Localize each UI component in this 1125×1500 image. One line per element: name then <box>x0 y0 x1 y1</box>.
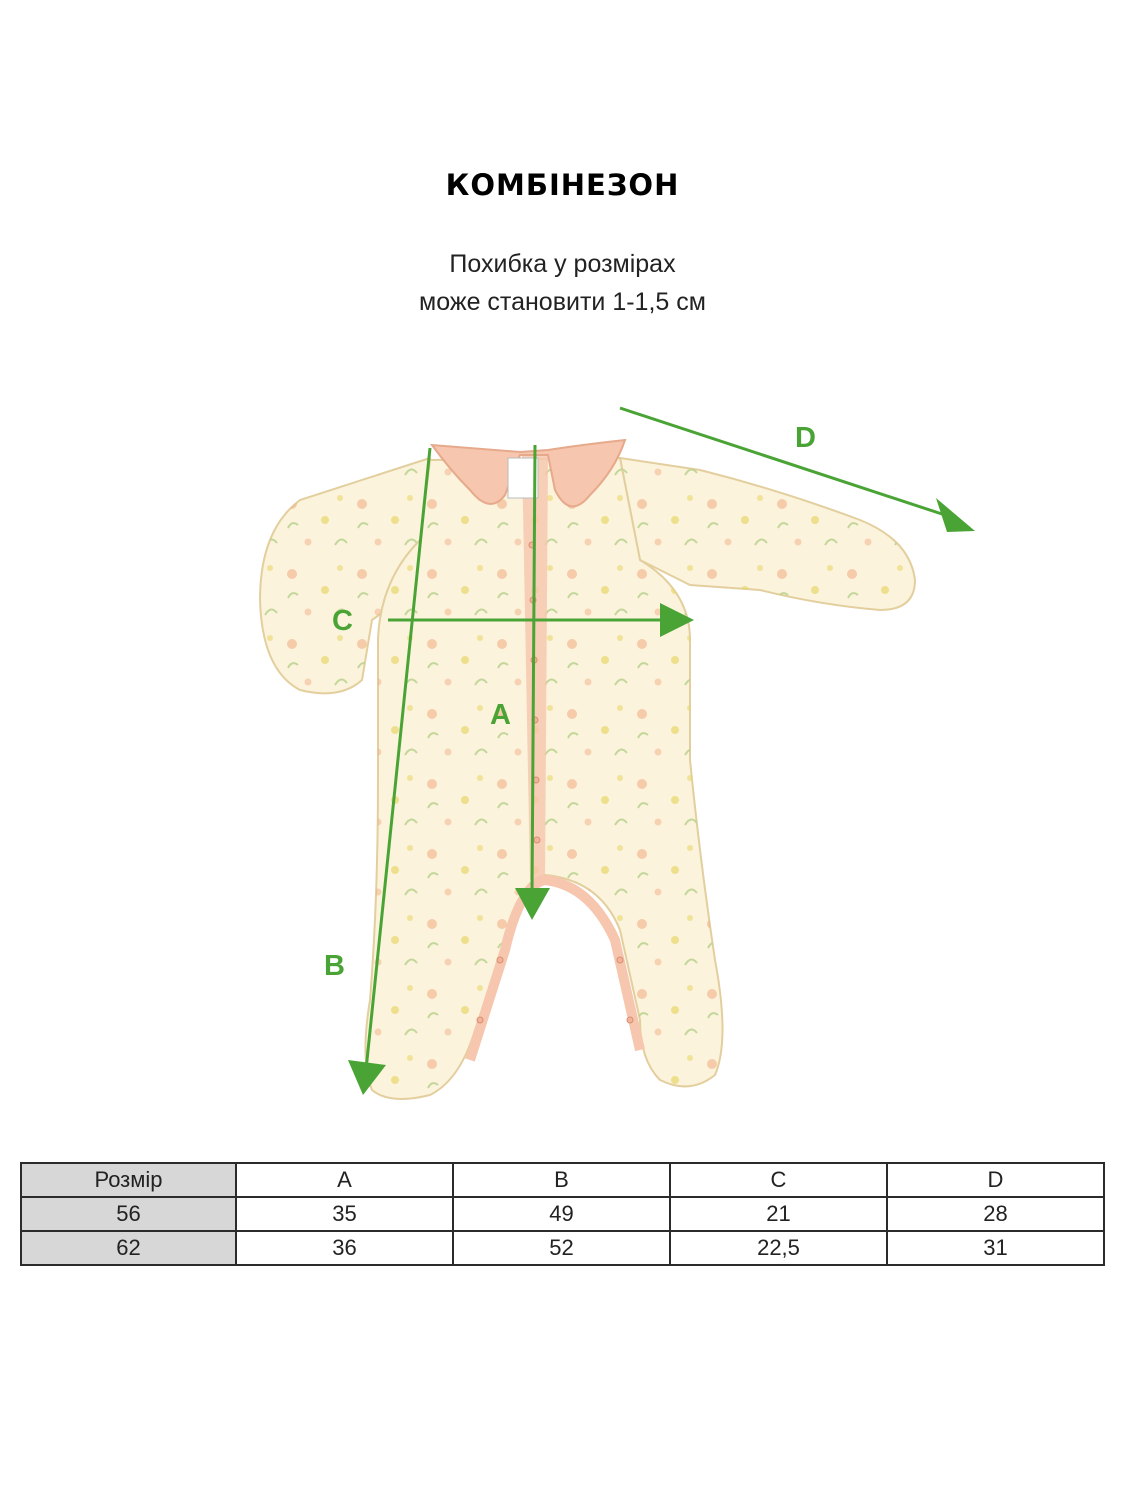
cell-size: 56 <box>21 1197 236 1231</box>
header-b: B <box>453 1163 670 1197</box>
label-c: C <box>332 605 353 637</box>
arrow-d-head <box>936 498 975 532</box>
header-c: C <box>670 1163 887 1197</box>
table-row <box>21 1197 1104 1231</box>
tolerance-note-line-1: Похибка у розмірах <box>449 250 676 278</box>
cell-c: 21 <box>670 1197 887 1231</box>
header-a: A <box>236 1163 453 1197</box>
cell-b: 52 <box>453 1231 670 1265</box>
cell-a: 36 <box>236 1231 453 1265</box>
label-b: B <box>324 950 345 982</box>
tolerance-note-line-2: може становити 1-1,5 см <box>419 288 706 316</box>
label-d: D <box>795 422 816 454</box>
table-row <box>21 1231 1104 1265</box>
label-a: A <box>490 699 511 731</box>
cell-a: 35 <box>236 1197 453 1231</box>
romper-garment <box>260 440 915 1099</box>
cell-c: 22,5 <box>670 1231 887 1265</box>
size-table <box>20 1162 1105 1266</box>
cell-d: 28 <box>887 1197 1104 1231</box>
cell-d: 31 <box>887 1231 1104 1265</box>
table-header-row <box>21 1163 1104 1197</box>
cell-size: 62 <box>21 1231 236 1265</box>
header-d: D <box>887 1163 1104 1197</box>
header-size: Розмір <box>21 1163 236 1197</box>
page-title: КОМБІНЕЗОН <box>445 168 680 202</box>
size-table-container <box>20 1162 1105 1266</box>
cell-b: 49 <box>453 1197 670 1231</box>
